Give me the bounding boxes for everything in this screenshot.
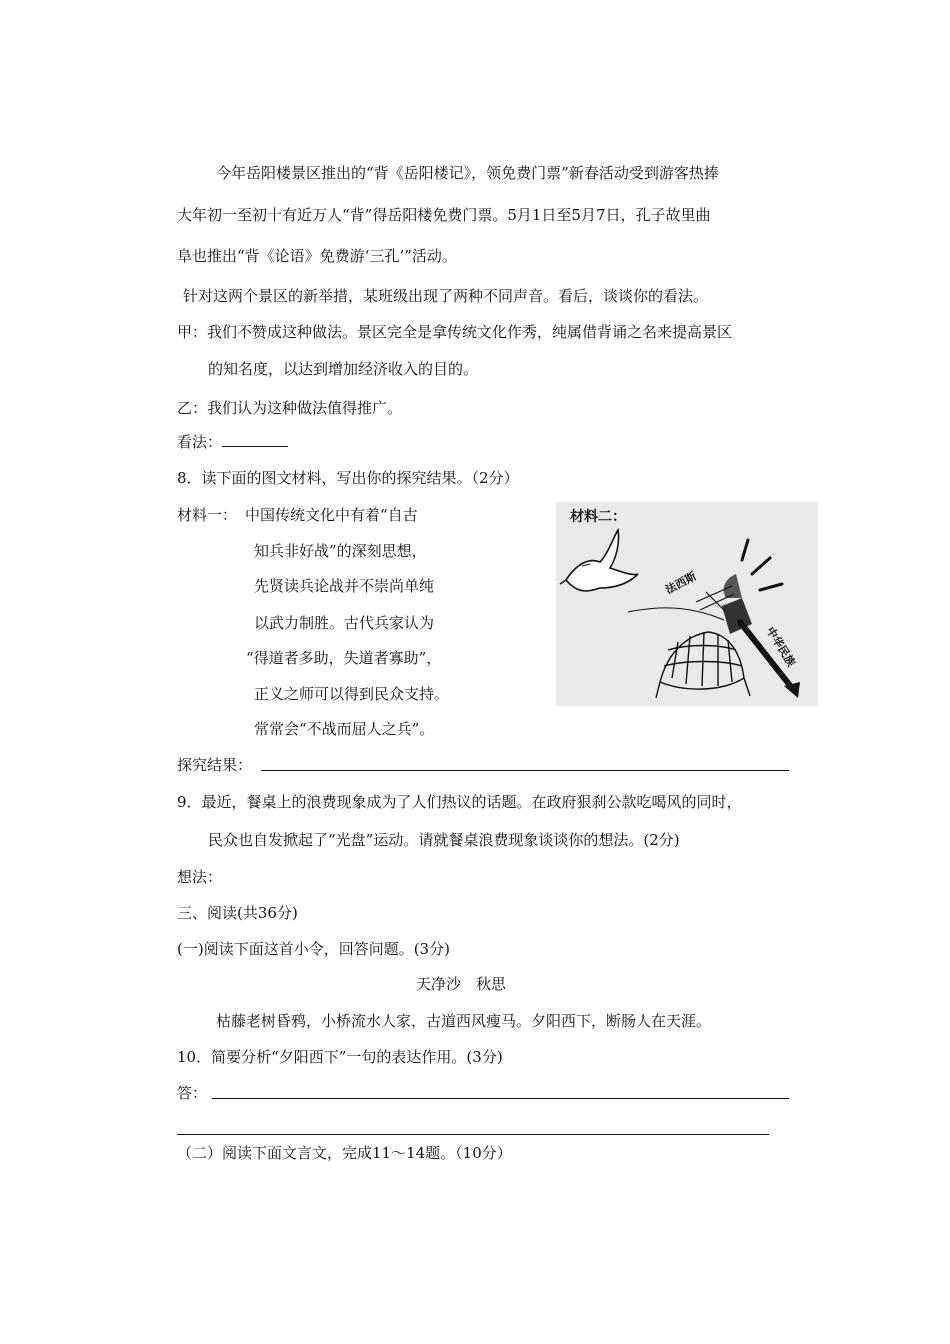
passage-line-1: 今年岳阳楼景区推出的“背《岳阳楼记》，领免费门票”新春活动受到游客热捧 <box>216 164 719 182</box>
material-1-line: 中国传统文化中有着“自古 <box>245 506 418 524</box>
q9-line-1: 9．最近，餐桌上的浪费现象成为了人们热议的话题。在政府狠刹公款吃喝风的同时， <box>177 793 742 811</box>
prompt-line: 针对这两个景区的新举措，某班级出现了两种不同声音。看后，谈谈你的看法。 <box>183 287 709 305</box>
passage-line-2: 大年初一至初十有近万人“背”得岳阳楼免费门票。5月1日至5月7日，孔子故里曲 <box>177 206 711 224</box>
broken-trap-icon <box>656 632 750 698</box>
axe-icon <box>722 574 800 698</box>
poem-text: 枯藤老树昏鸦，小桥流水人家，古道西风瘦马。夕阳西下，断肠人在天涯。 <box>216 1012 712 1030</box>
opinion-yi: 乙：我们认为这种做法值得推广。 <box>177 399 403 417</box>
q10-title: 10．简要分析“夕阳西下”一句的表达作用。(3分) <box>177 1048 503 1066</box>
material-1-line: “得道者多助，失道者寡助”， <box>246 649 442 667</box>
dove-icon <box>560 530 638 591</box>
material-1-line: 以武力制胜。古代兵家认为 <box>254 614 435 632</box>
material-2-title: 材料二： <box>570 508 626 524</box>
material-2-cartoon <box>556 502 818 706</box>
q10-answer-line-2[interactable] <box>177 1134 769 1135</box>
material-1-line: 常常会“不战而屈人之兵”。 <box>254 720 435 738</box>
view-answer-blank[interactable] <box>222 432 288 447</box>
poem-title: 天净沙 秋思 <box>416 975 507 993</box>
section-3-heading: 三、阅读(共36分) <box>177 904 298 922</box>
result-row <box>177 755 252 775</box>
result-label: 探究结果： <box>177 756 253 774</box>
material-1-line: 正义之师可以得到民众支持。 <box>254 685 450 703</box>
q9-answer-label: 想法： <box>177 868 223 886</box>
handle-label: 中华民族 <box>763 625 797 669</box>
material-1-line: 先贤读兵论战并不崇尚单纯 <box>254 577 435 595</box>
q8-title: 8．读下面的图文材料，写出你的探究结果。（2分） <box>177 469 519 487</box>
q10-answer-label: 答： <box>177 1084 208 1102</box>
view-label: 看法： <box>177 433 223 451</box>
passage-line-3: 阜也推出“背《论语》免费游‘三孔’”活动。 <box>177 247 457 265</box>
material-1-label: 材料一： <box>177 506 238 524</box>
axe-label: 法西斯 <box>663 570 699 597</box>
opinion-jia-line-2: 的知名度，以达到增加经济收入的目的。 <box>208 360 479 378</box>
motion-lines-icon <box>742 540 782 590</box>
subsection-1-heading: (一)阅读下面这首小令，回答问题。(3分) <box>177 940 450 958</box>
material-1-line: 知兵非好战”的深刻思想， <box>254 542 427 560</box>
q10-answer-line-1[interactable] <box>212 1098 789 1099</box>
q9-line-2: 民众也自发掀起了“光盘”运动。请就餐桌浪费现象谈谈你的想法。(2分) <box>208 831 680 849</box>
flight-line <box>628 608 724 620</box>
result-answer-line[interactable] <box>261 770 789 771</box>
subsection-2-heading: （二）阅读下面文言文，完成11～14题。（10分） <box>177 1144 512 1162</box>
view-row <box>177 432 288 452</box>
opinion-jia-line-1: 甲：我们不赞成这种做法。景区完全是拿传统文化作秀，纯属借背诵之名来提高景区 <box>177 323 733 341</box>
